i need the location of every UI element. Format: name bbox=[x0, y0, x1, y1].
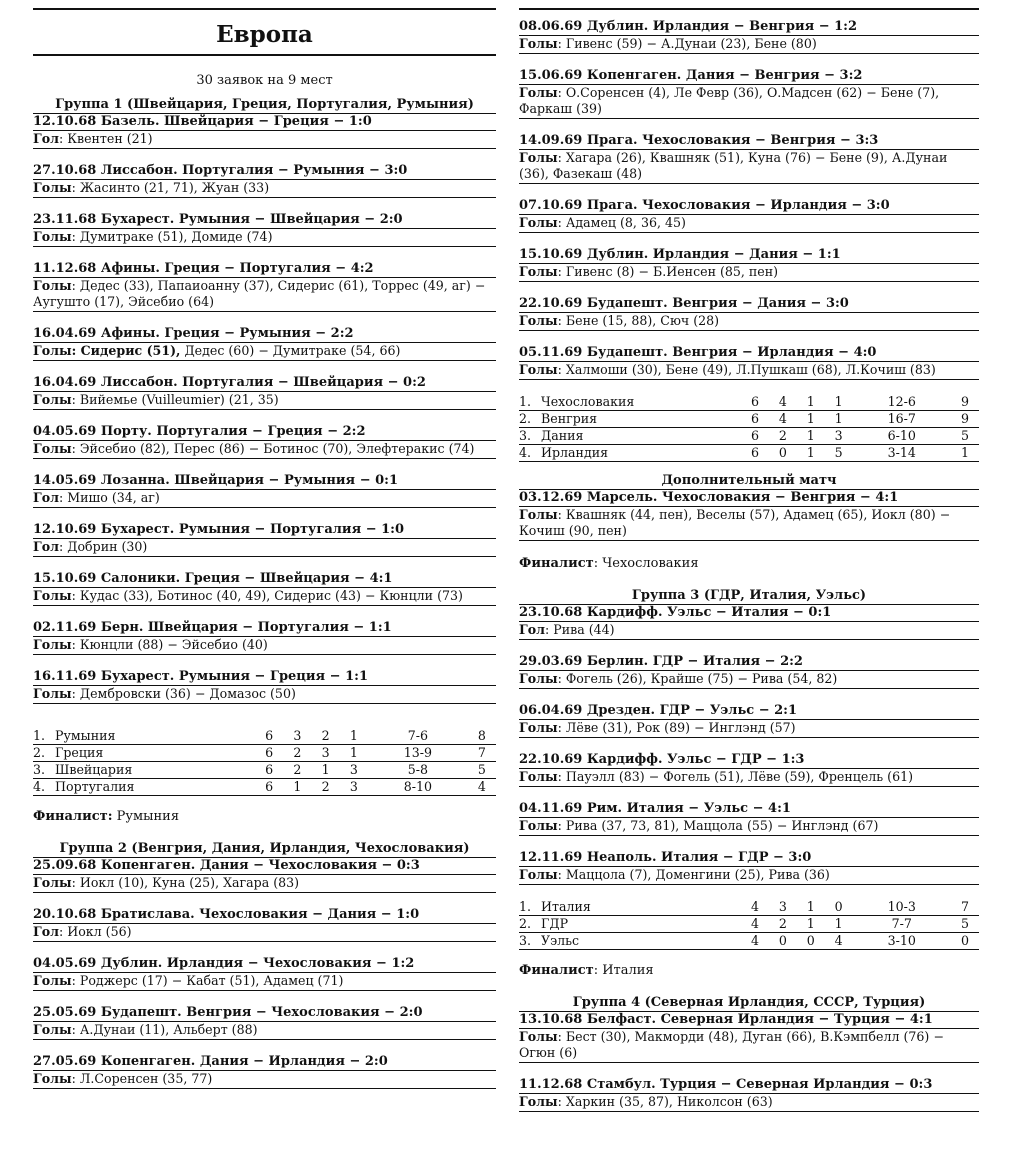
goals-text: : Гивенс (59) − А.Дунаи (23), Бене (80) bbox=[557, 36, 817, 51]
match-header: 27.10.68 Лиссабон. Португалия − Румыния − 3:0 bbox=[33, 163, 496, 180]
team-cell: Португалия bbox=[55, 779, 255, 796]
goals-text: : Жасинто (21, 71), Жуан (33) bbox=[71, 180, 270, 195]
place-cell: 3. bbox=[519, 933, 541, 950]
match-goals bbox=[519, 818, 979, 836]
goals-text: : Бене (15, 88), Сюч (28) bbox=[557, 313, 720, 328]
match-header: 16.04.69 Лиссабон. Португалия − Швейцария − 0:2 bbox=[33, 375, 496, 392]
goals-text: : Добрин (30) bbox=[58, 539, 148, 554]
played-cell: 6 bbox=[741, 428, 769, 445]
extra-match-header: Дополнительный матч bbox=[519, 472, 979, 490]
goals-text: : Квашняк (44, пен), Веселы (57), Адамец (65), Иокл (80) − Кочиш (90, пен) bbox=[519, 507, 951, 538]
losses-cell: 1 bbox=[825, 394, 853, 411]
place-cell: 4. bbox=[33, 779, 55, 796]
group-3-standings bbox=[519, 899, 979, 950]
goals-text: : Думитраке (51), Домиде (74) bbox=[71, 229, 273, 244]
goals-label: Голы bbox=[519, 1029, 558, 1044]
match-entry bbox=[33, 114, 496, 149]
top-rule-right bbox=[519, 8, 979, 10]
match-entry bbox=[33, 1005, 496, 1040]
place-cell: 3. bbox=[33, 762, 55, 779]
goals-text: : Иокл (10), Куна (25), Хагара (83) bbox=[71, 875, 300, 890]
goal-diff-cell: 13-9 bbox=[368, 745, 468, 762]
right-column bbox=[519, 8, 979, 1126]
team-cell: Греция bbox=[55, 745, 255, 762]
goals-label: Голы bbox=[519, 85, 558, 100]
match-header: 14.09.69 Прага. Чехословакия − Венгрия − 3:3 bbox=[519, 133, 979, 150]
points-cell: 1 bbox=[951, 445, 979, 462]
goals-label: Голы bbox=[519, 867, 558, 882]
match-goals bbox=[33, 1071, 496, 1089]
place-cell: 1. bbox=[519, 394, 541, 411]
match-goals bbox=[519, 264, 979, 282]
losses-cell: 3 bbox=[825, 428, 853, 445]
goals-label: Голы bbox=[33, 1071, 72, 1086]
wins-cell: 3 bbox=[283, 728, 311, 745]
goals-text: : Дембровски (36) − Домазос (50) bbox=[71, 686, 296, 701]
goals-text: : О.Соренсен (4), Ле Февр (36), О.Мадсен (62) − Бене (7), Фаркаш (39) bbox=[519, 85, 940, 116]
goals-text: : Роджерс (17) − Кабат (51), Адамец (71) bbox=[71, 973, 344, 988]
group-1-finalist bbox=[33, 808, 496, 826]
match-goals bbox=[519, 1094, 979, 1112]
goal-diff-cell: 7-6 bbox=[368, 728, 468, 745]
match-entry bbox=[33, 326, 496, 361]
match-goals bbox=[33, 973, 496, 991]
team-cell: Чехословакия bbox=[541, 394, 741, 411]
draws-cell: 1 bbox=[797, 428, 825, 445]
match-entry bbox=[33, 163, 496, 198]
match-goals bbox=[33, 924, 496, 942]
place-cell: 2. bbox=[519, 411, 541, 428]
group-2-matches-continued bbox=[519, 19, 979, 380]
match-entry bbox=[33, 261, 496, 312]
match-goals bbox=[519, 150, 979, 184]
played-cell: 6 bbox=[741, 411, 769, 428]
goals-label: Голы bbox=[519, 720, 558, 735]
goals-text: : Харкин (35, 87), Николсон (63) bbox=[557, 1094, 773, 1109]
goals-label: Голы bbox=[519, 313, 558, 328]
match-header: 29.03.69 Берлин. ГДР − Италия − 2:2 bbox=[519, 654, 979, 671]
goals-text: : Квентен (21) bbox=[58, 131, 153, 146]
goals-label: Голы bbox=[33, 441, 72, 456]
match-entry bbox=[33, 522, 496, 557]
losses-cell: 4 bbox=[825, 933, 853, 950]
goals-label: Голы bbox=[33, 229, 72, 244]
goal-diff-cell: 5-8 bbox=[368, 762, 468, 779]
goals-label: Голы bbox=[33, 392, 72, 407]
goals-text: : Рива (37, 73, 81), Маццола (55) − Инглэнд (67) bbox=[557, 818, 879, 833]
match-goals bbox=[33, 278, 496, 312]
match-entry bbox=[519, 19, 979, 54]
played-cell: 6 bbox=[255, 762, 283, 779]
match-goals bbox=[519, 313, 979, 331]
match-header: 13.10.68 Белфаст. Северная Ирландия − Турция − 4:1 bbox=[519, 1012, 979, 1029]
match-entry bbox=[519, 198, 979, 233]
page-title: Европа bbox=[33, 16, 496, 56]
match-entry bbox=[519, 703, 979, 738]
goals-text: : Маццола (7), Доменгини (25), Рива (36) bbox=[557, 867, 830, 882]
match-goals bbox=[33, 490, 496, 508]
goals-label: Голы bbox=[33, 180, 72, 195]
group-3-header: Группа 3 (ГДР, Италия, Уэльс) bbox=[519, 587, 979, 605]
goal-diff-cell: 3-10 bbox=[853, 933, 951, 950]
goals-label: Голы bbox=[519, 671, 558, 686]
losses-cell: 1 bbox=[825, 411, 853, 428]
match-header: 25.05.69 Будапешт. Венгрия − Чехословакия − 2:0 bbox=[33, 1005, 496, 1022]
draws-cell: 0 bbox=[797, 933, 825, 950]
wins-cell: 0 bbox=[769, 933, 797, 950]
goal-diff-cell: 12-6 bbox=[853, 394, 951, 411]
finalist-value: Румыния bbox=[112, 809, 180, 824]
goals-label: Голы bbox=[519, 818, 558, 833]
match-header: 11.12.68 Афины. Греция − Португалия − 4:2 bbox=[33, 261, 496, 278]
goal-diff-cell: 10-3 bbox=[853, 899, 951, 916]
goals-label: Гол bbox=[33, 490, 59, 505]
match-header: 06.04.69 Дрезден. ГДР − Уэльс − 2:1 bbox=[519, 703, 979, 720]
points-cell: 7 bbox=[468, 745, 496, 762]
match-header: 15.10.69 Дублин. Ирландия − Дания − 1:1 bbox=[519, 247, 979, 264]
played-cell: 6 bbox=[255, 745, 283, 762]
match-entry bbox=[33, 956, 496, 991]
goals-label: Голы bbox=[519, 362, 558, 377]
team-cell: Уэльс bbox=[541, 933, 741, 950]
match-goals bbox=[519, 36, 979, 54]
goals-text: : Адамец (8, 36, 45) bbox=[557, 215, 686, 230]
wins-cell: 4 bbox=[769, 411, 797, 428]
team-cell: Швейцария bbox=[55, 762, 255, 779]
match-header: 07.10.69 Прага. Чехословакия − Ирландия − 3:0 bbox=[519, 198, 979, 215]
place-cell: 1. bbox=[33, 728, 55, 745]
goals-text: : Дедес (33), Папаиоанну (37), Сидерис (61), Торрес (49, аг) − Аугушто (17), Эйсебио (64) bbox=[33, 278, 486, 309]
goals-label: Голы bbox=[519, 1094, 558, 1109]
match-entry bbox=[33, 424, 496, 459]
wins-cell: 4 bbox=[769, 394, 797, 411]
standings-row bbox=[33, 745, 496, 762]
left-column bbox=[33, 8, 496, 1103]
goals-text: : Пауэлл (83) − Фогель (51), Лёве (59), Френцель (61) bbox=[557, 769, 914, 784]
goals-text: : Гивенс (8) − Б.Иенсен (85, пен) bbox=[557, 264, 779, 279]
standings-row bbox=[519, 933, 979, 950]
group-4-header: Группа 4 (Северная Ирландия, СССР, Турция) bbox=[519, 994, 979, 1012]
team-cell: Дания bbox=[541, 428, 741, 445]
match-entry bbox=[519, 490, 979, 541]
points-cell: 9 bbox=[951, 411, 979, 428]
match-goals bbox=[519, 671, 979, 689]
goals-text: : Бест (30), Макморди (48), Дуган (66), В.Кэмпбелл (76) − Огюн (6) bbox=[519, 1029, 944, 1060]
match-header: 25.09.68 Копенгаген. Дания − Чехословакия − 0:3 bbox=[33, 858, 496, 875]
points-cell: 5 bbox=[951, 916, 979, 933]
match-header: 16.04.69 Афины. Греция − Румыния − 2:2 bbox=[33, 326, 496, 343]
points-cell: 0 bbox=[951, 933, 979, 950]
standings-row bbox=[519, 411, 979, 428]
goal-diff-cell: 6-10 bbox=[853, 428, 951, 445]
team-cell: Румыния bbox=[55, 728, 255, 745]
goals-label: Голы: Сидерис (51), bbox=[33, 343, 181, 358]
points-cell: 7 bbox=[951, 899, 979, 916]
team-cell: ГДР bbox=[541, 916, 741, 933]
match-entry bbox=[33, 375, 496, 410]
match-goals bbox=[519, 867, 979, 885]
match-goals bbox=[519, 622, 979, 640]
standings-row bbox=[33, 762, 496, 779]
goals-label: Голы bbox=[33, 973, 72, 988]
goals-text: : Мишо (34, аг) bbox=[58, 490, 160, 505]
draws-cell: 1 bbox=[797, 916, 825, 933]
standings-row bbox=[519, 899, 979, 916]
goals-text: : Л.Соренсен (35, 77) bbox=[71, 1071, 213, 1086]
match-goals bbox=[33, 392, 496, 410]
team-cell: Ирландия bbox=[541, 445, 741, 462]
goals-text: : А.Дунаи (11), Альберт (88) bbox=[71, 1022, 258, 1037]
goals-label: Голы bbox=[33, 875, 72, 890]
match-goals bbox=[519, 507, 979, 541]
place-cell: 1. bbox=[519, 899, 541, 916]
losses-cell: 1 bbox=[340, 728, 368, 745]
finalist-label: Финалист bbox=[519, 963, 594, 978]
match-header: 15.10.69 Салоники. Греция − Швейцария − 4:1 bbox=[33, 571, 496, 588]
points-cell: 5 bbox=[468, 762, 496, 779]
finalist-label: Финалист: bbox=[33, 809, 113, 824]
match-header: 15.06.69 Копенгаген. Дания − Венгрия − 3:2 bbox=[519, 68, 979, 85]
goal-diff-cell: 7-7 bbox=[853, 916, 951, 933]
goals-text: : Лёве (31), Рок (89) − Инглэнд (57) bbox=[557, 720, 796, 735]
goals-label: Голы bbox=[519, 264, 558, 279]
match-goals bbox=[33, 180, 496, 198]
match-goals bbox=[33, 539, 496, 557]
goals-label: Голы bbox=[33, 1022, 72, 1037]
match-goals bbox=[33, 588, 496, 606]
match-entry bbox=[33, 907, 496, 942]
draws-cell: 1 bbox=[797, 899, 825, 916]
match-entry bbox=[519, 752, 979, 787]
draws-cell: 1 bbox=[797, 394, 825, 411]
group-1-matches bbox=[33, 114, 496, 704]
draws-cell: 1 bbox=[797, 411, 825, 428]
points-cell: 4 bbox=[468, 779, 496, 796]
wins-cell: 0 bbox=[769, 445, 797, 462]
team-cell: Венгрия bbox=[541, 411, 741, 428]
losses-cell: 3 bbox=[340, 762, 368, 779]
extra-match bbox=[519, 490, 979, 541]
match-header: 02.11.69 Берн. Швейцария − Португалия − 1:1 bbox=[33, 620, 496, 637]
match-entry bbox=[33, 571, 496, 606]
match-header: 27.05.69 Копенгаген. Дания − Ирландия − 2:0 bbox=[33, 1054, 496, 1071]
match-goals bbox=[519, 85, 979, 119]
finalist-value: : Италия bbox=[593, 963, 654, 978]
group-3-matches bbox=[519, 605, 979, 885]
goals-label: Голы bbox=[519, 507, 558, 522]
match-header: 12.10.68 Базель. Швейцария − Греция − 1:0 bbox=[33, 114, 496, 131]
match-header: 12.11.69 Неаполь. Италия − ГДР − 3:0 bbox=[519, 850, 979, 867]
match-header: 23.11.68 Бухарест. Румыния − Швейцария − 2:0 bbox=[33, 212, 496, 229]
match-header: 05.11.69 Будапешт. Венгрия − Ирландия − 4:0 bbox=[519, 345, 979, 362]
match-entry bbox=[33, 1054, 496, 1089]
place-cell: 4. bbox=[519, 445, 541, 462]
match-goals bbox=[519, 769, 979, 787]
goals-text: Дедес (60) − Думитраке (54, 66) bbox=[180, 343, 401, 358]
losses-cell: 1 bbox=[340, 745, 368, 762]
match-header: 08.06.69 Дублин. Ирландия − Венгрия − 1:2 bbox=[519, 19, 979, 36]
goals-label: Голы bbox=[519, 215, 558, 230]
match-entry bbox=[33, 858, 496, 893]
match-entry bbox=[519, 1077, 979, 1112]
match-header: 22.10.69 Будапешт. Венгрия − Дания − 3:0 bbox=[519, 296, 979, 313]
place-cell: 3. bbox=[519, 428, 541, 445]
match-header: 20.10.68 Братислава. Чехословакия − Дания − 1:0 bbox=[33, 907, 496, 924]
match-goals bbox=[33, 441, 496, 459]
draws-cell: 2 bbox=[312, 779, 340, 796]
goals-label: Голы bbox=[33, 588, 72, 603]
finalist-label: Финалист bbox=[519, 556, 594, 571]
finalist-value: : Чехословакия bbox=[593, 556, 699, 571]
match-entry bbox=[519, 345, 979, 380]
group-2-header: Группа 2 (Венгрия, Дания, Ирландия, Чехословакия) bbox=[33, 840, 496, 858]
standings-row bbox=[519, 445, 979, 462]
match-header: 03.12.69 Марсель. Чехословакия − Венгрия − 4:1 bbox=[519, 490, 979, 507]
goals-label: Голы bbox=[33, 278, 72, 293]
group-1-header: Группа 1 (Швейцария, Греция, Португалия, Румыния) bbox=[33, 96, 496, 114]
draws-cell: 2 bbox=[312, 728, 340, 745]
match-goals bbox=[519, 720, 979, 738]
match-header: 12.10.69 Бухарест. Румыния − Португалия − 1:0 bbox=[33, 522, 496, 539]
played-cell: 4 bbox=[741, 899, 769, 916]
page-subtitle: 30 заявок на 9 мест bbox=[196, 73, 333, 88]
match-header: 16.11.69 Бухарест. Румыния − Греция − 1:1 bbox=[33, 669, 496, 686]
goals-label: Гол bbox=[33, 924, 59, 939]
match-entry bbox=[519, 1012, 979, 1063]
standings-row bbox=[519, 394, 979, 411]
standings-row bbox=[519, 916, 979, 933]
match-goals bbox=[33, 131, 496, 149]
match-entry bbox=[519, 296, 979, 331]
match-goals bbox=[33, 343, 496, 361]
played-cell: 6 bbox=[741, 394, 769, 411]
goals-label: Голы bbox=[33, 637, 72, 652]
goal-diff-cell: 3-14 bbox=[853, 445, 951, 462]
match-goals bbox=[33, 229, 496, 247]
points-cell: 8 bbox=[468, 728, 496, 745]
match-goals bbox=[33, 1022, 496, 1040]
draws-cell: 1 bbox=[797, 445, 825, 462]
losses-cell: 5 bbox=[825, 445, 853, 462]
match-goals bbox=[519, 362, 979, 380]
goals-text: : Кюнцли (88) − Эйсебио (40) bbox=[71, 637, 268, 652]
wins-cell: 2 bbox=[769, 916, 797, 933]
match-goals bbox=[33, 637, 496, 655]
wins-cell: 1 bbox=[283, 779, 311, 796]
match-header: 14.05.69 Лозанна. Швейцария − Румыния − 0:1 bbox=[33, 473, 496, 490]
group-2-matches bbox=[33, 858, 496, 1089]
standings-row bbox=[33, 728, 496, 745]
goals-label: Голы bbox=[519, 769, 558, 784]
points-cell: 5 bbox=[951, 428, 979, 445]
match-header: 04.05.69 Порту. Португалия − Греция − 2:2 bbox=[33, 424, 496, 441]
played-cell: 6 bbox=[255, 779, 283, 796]
match-entry bbox=[519, 133, 979, 184]
place-cell: 2. bbox=[519, 916, 541, 933]
group-2-standings bbox=[519, 394, 979, 462]
group-4-matches bbox=[519, 1012, 979, 1112]
goals-label: Голы bbox=[519, 36, 558, 51]
wins-cell: 2 bbox=[283, 745, 311, 762]
match-header: 11.12.68 Стамбул. Турция − Северная Ирландия − 0:3 bbox=[519, 1077, 979, 1094]
group-3-finalist bbox=[519, 962, 979, 980]
goals-text: : Рива (44) bbox=[544, 622, 615, 637]
match-entry bbox=[33, 669, 496, 704]
goal-diff-cell: 16-7 bbox=[853, 411, 951, 428]
goals-text: : Эйсебио (82), Перес (86) − Ботинос (70), Элефтеракис (74) bbox=[71, 441, 475, 456]
match-entry bbox=[519, 850, 979, 885]
losses-cell: 3 bbox=[340, 779, 368, 796]
match-entry bbox=[519, 801, 979, 836]
goals-label: Гол bbox=[33, 539, 59, 554]
points-cell: 9 bbox=[951, 394, 979, 411]
group-2-finalist bbox=[519, 555, 979, 573]
match-goals bbox=[519, 1029, 979, 1063]
standings-row bbox=[33, 779, 496, 796]
goals-text: : Халмоши (30), Бене (49), Л.Пушкаш (68), Л.Кочиш (83) bbox=[557, 362, 936, 377]
wins-cell: 2 bbox=[769, 428, 797, 445]
goals-label: Голы bbox=[33, 686, 72, 701]
losses-cell: 0 bbox=[825, 899, 853, 916]
match-goals bbox=[33, 875, 496, 893]
match-goals bbox=[519, 215, 979, 233]
match-header: 04.05.69 Дублин. Ирландия − Чехословакия − 1:2 bbox=[33, 956, 496, 973]
goals-label: Голы bbox=[519, 150, 558, 165]
goals-label: Гол bbox=[33, 131, 59, 146]
goal-diff-cell: 8-10 bbox=[368, 779, 468, 796]
match-entry bbox=[519, 247, 979, 282]
goals-text: : Иокл (56) bbox=[58, 924, 132, 939]
goals-text: : Хагара (26), Квашняк (51), Куна (76) − Бене (9), А.Дунаи (36), Фазекаш (48) bbox=[519, 150, 948, 181]
match-entry bbox=[519, 68, 979, 119]
team-cell: Италия bbox=[541, 899, 741, 916]
group-1-standings bbox=[33, 728, 496, 796]
match-header: 04.11.69 Рим. Италия − Уэльс − 4:1 bbox=[519, 801, 979, 818]
draws-cell: 1 bbox=[312, 762, 340, 779]
wins-cell: 2 bbox=[283, 762, 311, 779]
match-entry bbox=[33, 620, 496, 655]
played-cell: 6 bbox=[255, 728, 283, 745]
match-entry bbox=[519, 654, 979, 689]
played-cell: 6 bbox=[741, 445, 769, 462]
goals-text: : Кудас (33), Ботинос (40, 49), Сидерис (43) − Кюнцли (73) bbox=[71, 588, 463, 603]
wins-cell: 3 bbox=[769, 899, 797, 916]
top-rule bbox=[33, 8, 496, 10]
match-header: 22.10.69 Кардифф. Уэльс − ГДР − 1:3 bbox=[519, 752, 979, 769]
goals-label: Гол bbox=[519, 622, 545, 637]
match-entry bbox=[33, 473, 496, 508]
played-cell: 4 bbox=[741, 933, 769, 950]
match-entry bbox=[33, 212, 496, 247]
match-goals bbox=[33, 686, 496, 704]
standings-row bbox=[519, 428, 979, 445]
losses-cell: 1 bbox=[825, 916, 853, 933]
draws-cell: 3 bbox=[312, 745, 340, 762]
goals-text: : Вийемье (Vuilleumier) (21, 35) bbox=[71, 392, 279, 407]
played-cell: 4 bbox=[741, 916, 769, 933]
match-entry bbox=[519, 605, 979, 640]
goals-text: : Фогель (26), Крайше (75) − Рива (54, 82) bbox=[557, 671, 838, 686]
place-cell: 2. bbox=[33, 745, 55, 762]
match-header: 23.10.68 Кардифф. Уэльс − Италия − 0:1 bbox=[519, 605, 979, 622]
